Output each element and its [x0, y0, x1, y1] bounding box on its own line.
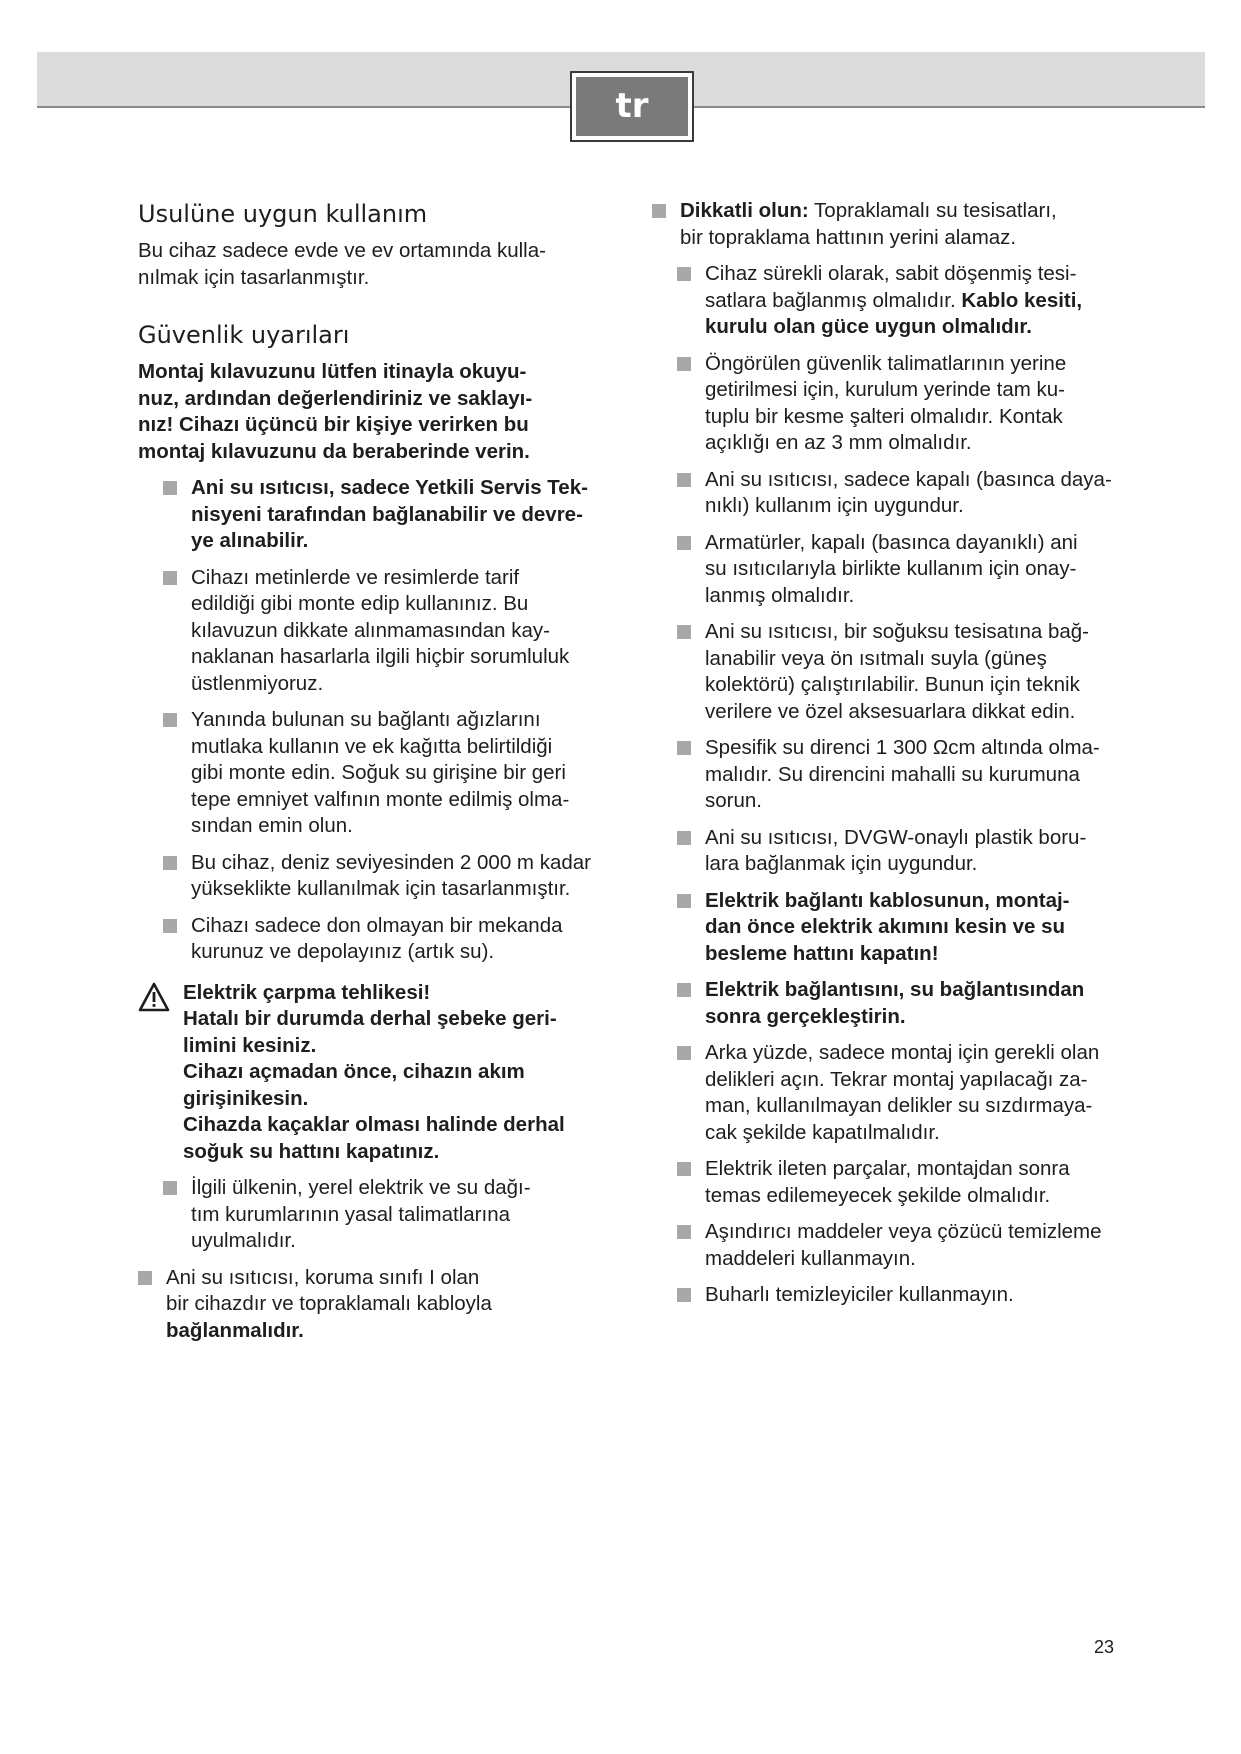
list-item: Cihazı metinlerde ve resimlerde tarif edildiği gibi monte edip kullanınız. Bu kılavuzun dikkate alınmamasından kay- naklanan hasarlarla ilgili hiçbir sorumluluk üstlenmiyoruz.: [163, 565, 638, 698]
left-column: [138, 198, 638, 1344]
bullet-square-icon: [163, 571, 177, 585]
bullet-square-icon: [677, 1288, 691, 1302]
bullet-square-icon: [652, 204, 666, 218]
list-item: Elektrik bağlantı kablosunun, montaj- dan önce elektrik akımını kesin ve su besleme hattını kapatın!: [677, 888, 1152, 968]
bullet-square-icon: [677, 473, 691, 487]
list-item: Elektrik ileten parçalar, montajdan sonra temas edilemeyecek şekilde olmalıdır.: [677, 1156, 1152, 1209]
bullet-square-icon: [163, 1181, 177, 1195]
list-item: Arka yüzde, sadece montaj için gerekli olan delikleri açın. Tekrar montaj yapılacağı za- man, kullanılmayan delikler su sızdırmaya- cak şekilde kapatılmalıdır.: [677, 1040, 1152, 1146]
list-item: Ani su ısıtıcısı, bir soğuksu tesisatına bağ- lanabilir veya ön ısıtmalı suyla (güneş kolektörü) çalıştırılabilir. Bunun için teknik verilere ve özel aksesuarlara dikkat edin.: [677, 619, 1152, 725]
list-item: Dikkatli olun: Topraklamalı su tesisatları, bir topraklama hattının yerini alamaz.: [652, 198, 1152, 251]
bullet-square-icon: [677, 267, 691, 281]
bullet-square-icon: [677, 831, 691, 845]
list-item: Armatürler, kapalı (basınca dayanıklı) ani su ısıtıcılarıyla birlikte kullanım için onay- lanmış olmalıdır.: [677, 530, 1152, 610]
list-item: Aşındırıcı maddeler veya çözücü temizleme maddeleri kullanmayın.: [677, 1219, 1152, 1272]
bullet-square-icon: [677, 536, 691, 550]
list-item: Yanında bulunan su bağlantı ağızlarını mutlaka kullanın ve ek kağıtta belirtildiği gibi monte edin. Soğuk su girişine bir geri tepe emniyet valfının monte edilmiş olma- sından emin olun.: [163, 707, 638, 840]
bullet-square-icon: [677, 1225, 691, 1239]
list-item: Ani su ısıtıcısı, koruma sınıfı I olan bir cihazdır ve topraklamalı kabloyla bağlanmalıdır.: [138, 1265, 638, 1345]
safety-intro: Montaj kılavuzunu lütfen itinayla okuyu- nuz, ardından değerlendiriniz ve saklayı- nız! Cihazı üçüncü bir kişiye verirken bu montaj kılavuzunu da beraberinde verin.: [138, 360, 533, 463]
language-tab-label: tr: [576, 77, 688, 136]
list-item: Ani su ısıtıcısı, sadece Yetkili Servis Tek- nisyeni tarafından bağlanabilir ve devre- ye alınabilir.: [163, 475, 638, 555]
bullet-square-icon: [677, 357, 691, 371]
language-tab: [570, 71, 694, 142]
list-item: Ani su ısıtıcısı, DVGW-onaylı plastik boru- lara bağlanmak için uygundur.: [677, 825, 1152, 878]
intended-use-text: Bu cihaz sadece evde ve ev ortamında kulla- nılmak için tasarlanmıştır.: [138, 239, 546, 289]
bullet-square-icon: [138, 1271, 152, 1285]
list-item: Buharlı temizleyiciler kullanmayın.: [677, 1282, 1152, 1309]
bullet-square-icon: [677, 1162, 691, 1176]
right-column: [652, 198, 1152, 1309]
bullet-square-icon: [677, 983, 691, 997]
list-item: Öngörülen güvenlik talimatlarının yerine getirilmesi için, kurulum yerinde tam ku- tuplu bir kesme şalteri olmalıdır. Kontak açıklığı en az 3 mm olmalıdır.: [677, 351, 1152, 457]
bullet-square-icon: [163, 856, 177, 870]
warning-triangle-icon: [138, 982, 170, 1012]
list-item: Ani su ısıtıcısı, sadece kapalı (basınca daya- nıklı) kullanım için uygundur.: [677, 467, 1152, 520]
electric-shock-warning: Elektrik çarpma tehlikesi! Hatalı bir durumda derhal şebeke geri- limini kesiniz. Cihazı açmadan önce, cihazın akım girişinikesin. Cihazda kaçaklar olması halinde derhal soğuk su hattını kapatınız.: [138, 980, 638, 1166]
list-item: Cihazı sadece don olmayan bir mekanda kurunuz ve depolayınız (artık su).: [163, 913, 638, 966]
bullet-square-icon: [163, 919, 177, 933]
bullet-square-icon: [677, 894, 691, 908]
section-title-intended-use: Usulüne uygun kullanım: [138, 200, 428, 228]
list-item: İlgili ülkenin, yerel elektrik ve su dağı- tım kurumlarının yasal talimatlarına uyulmalıdır.: [163, 1175, 638, 1255]
bullet-square-icon: [677, 741, 691, 755]
bullet-square-icon: [677, 625, 691, 639]
page-number: 23: [1094, 1637, 1115, 1657]
list-item: Spesifik su direnci 1 300 Ωcm altında olma- malıdır. Su direncini mahalli su kurumuna sorun.: [677, 735, 1152, 815]
bullet-square-icon: [677, 1046, 691, 1060]
bullet-square-icon: [163, 481, 177, 495]
list-item: Cihaz sürekli olarak, sabit döşenmiş tesi- satlara bağlanmış olmalıdır. Kablo kesiti, kurulu olan güce uygun olmalıdır.: [677, 261, 1152, 341]
list-item: Elektrik bağlantısını, su bağlantısından sonra gerçekleştirin.: [677, 977, 1152, 1030]
list-item: Bu cihaz, deniz seviyesinden 2 000 m kadar yükseklikte kullanılmak için tasarlanmıştır.: [163, 850, 638, 903]
section-title-safety: Güvenlik uyarıları: [138, 321, 350, 349]
bullet-square-icon: [163, 713, 177, 727]
